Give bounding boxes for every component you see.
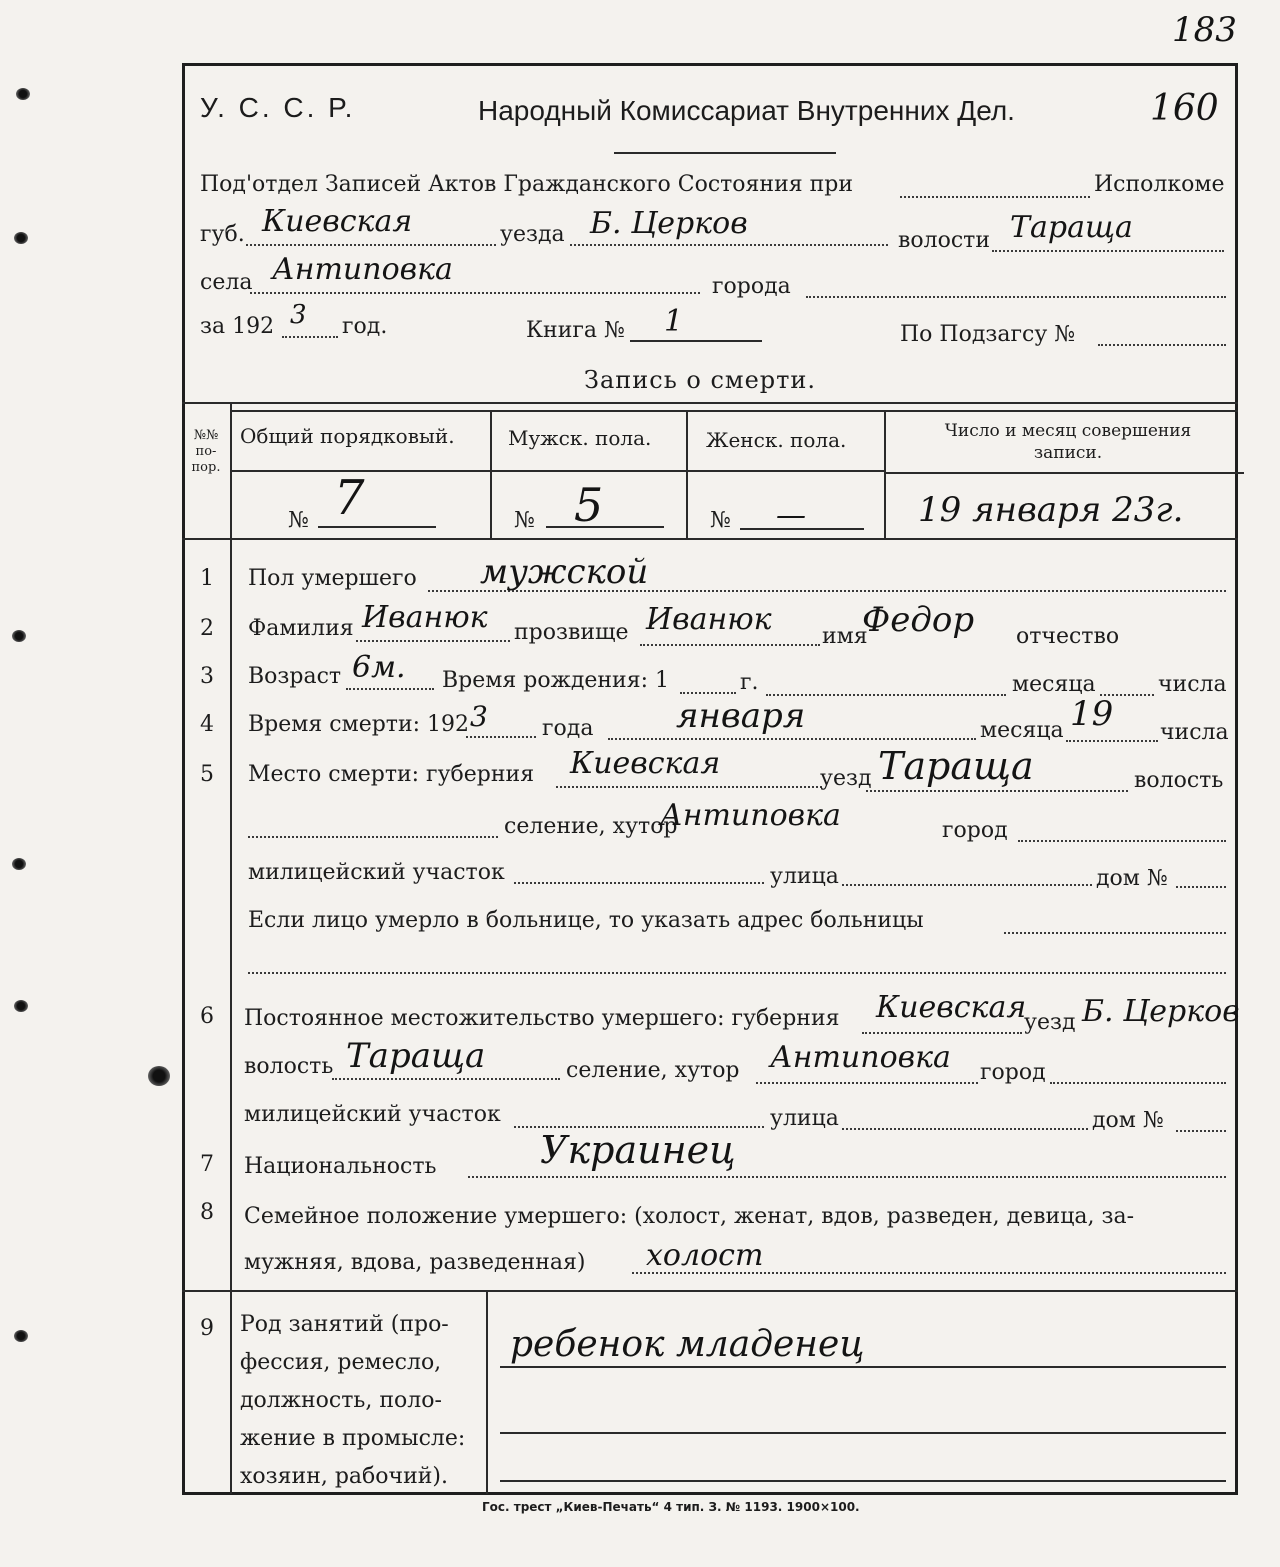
- col-date: Число и месяц совершения записи.: [944, 421, 1192, 463]
- col-female: Женск. пола.: [706, 428, 847, 452]
- death-militia-label: милицейский участок: [248, 860, 505, 885]
- name-value: Федор: [862, 600, 975, 640]
- death-year-suffix: года: [542, 716, 594, 741]
- occupation-label-line: жение в промысле:: [240, 1426, 466, 1451]
- header-rule: [614, 152, 836, 154]
- ministry-title: Народный Комиссариат Внутренних Дел.: [478, 95, 1015, 126]
- sheet-number: 183: [1172, 10, 1237, 50]
- year-value: 3: [290, 300, 307, 330]
- occupation-label-line: хозяин, рабочий).: [240, 1464, 448, 1489]
- birth-year-suffix: г.: [740, 670, 759, 695]
- col-general: Общий порядковый.: [240, 424, 455, 448]
- death-month-label: месяца: [980, 718, 1064, 743]
- residence-gub-value: Киевская: [876, 990, 1027, 1025]
- row-2-number: 2: [200, 616, 214, 641]
- residence-uezd-label: уезд: [1024, 1010, 1076, 1035]
- nationality-label: Национальность: [244, 1154, 437, 1179]
- row-7-number: 7: [200, 1152, 214, 1177]
- year-prefix: за 192: [200, 314, 275, 339]
- birth-day-label: числа: [1158, 672, 1227, 697]
- marital-label-line1: Семейное положение умершего: (холост, женат, вдов, разведен, девица, за-: [244, 1204, 1135, 1229]
- row-5-number: 5: [200, 762, 214, 787]
- gorod-label: города: [712, 274, 791, 299]
- age-label: Возраст: [248, 664, 342, 689]
- residence-house-label: дом №: [1092, 1108, 1164, 1133]
- patronymic-label: отчество: [1016, 624, 1120, 649]
- nickname-value: Иванюк: [646, 602, 772, 637]
- uezd-value: Б. Церков: [590, 206, 748, 241]
- uezd-label: уезда: [500, 222, 565, 247]
- surname-label: Фамилия: [248, 616, 354, 641]
- death-uezd-label: уезд: [820, 766, 872, 791]
- row-3-number: 3: [200, 664, 214, 689]
- residence-volost-value: Тараща: [346, 1036, 486, 1076]
- col-row-number: №№ по-пор.: [191, 428, 221, 475]
- marital-label-line2: мужняя, вдова, разведенная): [244, 1250, 586, 1275]
- female-no-label: №: [710, 508, 731, 533]
- occupation-value: ребенок младенец: [510, 1324, 865, 1365]
- death-house-label: дом №: [1096, 866, 1168, 891]
- name-label: имя: [822, 624, 868, 649]
- gub-value: Киевская: [262, 204, 413, 239]
- residence-uezd-value: Б. Церков: [1082, 994, 1240, 1029]
- residence-selo-value: Антиповка: [770, 1040, 951, 1075]
- volost-value: Тараща: [1010, 210, 1133, 245]
- book-value: 1: [664, 304, 684, 339]
- row-number-divider: [230, 538, 232, 1290]
- binder-hole: [14, 1000, 28, 1012]
- row-9-top-rule: [182, 1290, 1238, 1292]
- birth-label: Время рождения: 1: [442, 668, 669, 693]
- death-place-label: Место смерти: губерния: [248, 762, 535, 787]
- hospital-label: Если лицо умерло в больнице, то указать адрес больницы: [248, 908, 924, 933]
- binder-hole: [12, 858, 26, 870]
- binder-hole: [14, 1330, 28, 1342]
- death-time-label: Время смерти: 192: [248, 712, 470, 737]
- death-year-value: 3: [470, 700, 488, 733]
- table-top-rule: [182, 402, 1238, 404]
- male-no-label: №: [514, 508, 535, 533]
- residence-selo-label: селение, хутор: [566, 1058, 740, 1083]
- row-6-number: 6: [200, 1004, 214, 1029]
- age-value: 6м.: [352, 650, 406, 685]
- record-title: Запись о смерти.: [584, 366, 817, 394]
- general-no-value: 7: [334, 470, 365, 526]
- occupation-label-line: фессия, ремесло,: [240, 1350, 442, 1375]
- subdept-label: Под'отдел Записей Актов Гражданского Состояния при: [200, 172, 854, 197]
- death-volost-label: волость: [1134, 768, 1224, 793]
- residence-gorod-label: город: [980, 1060, 1046, 1085]
- death-month-value: января: [676, 696, 806, 736]
- book-label: Книга №: [526, 318, 625, 343]
- binder-hole: [14, 232, 28, 244]
- female-no-value: —: [776, 498, 806, 533]
- death-street-label: улица: [770, 864, 839, 889]
- death-day-value: 19: [1070, 694, 1114, 734]
- death-uezd-value: Тараща: [878, 744, 1034, 788]
- residence-volost-label: волость: [244, 1054, 334, 1079]
- male-no-value: 5: [574, 478, 604, 532]
- death-selo-label: селение, хутор: [504, 814, 678, 839]
- birth-month-label: месяца: [1012, 672, 1096, 697]
- nationality-value: Украинец: [540, 1128, 736, 1172]
- republic-label: У. С. С. Р.: [200, 92, 356, 123]
- surname-value: Иванюк: [362, 600, 488, 635]
- executive-committee-label: Исполкоме: [1094, 172, 1225, 197]
- row-4-number: 4: [200, 712, 214, 737]
- residence-militia-label: милицейский участок: [244, 1102, 501, 1127]
- binder-hole: [16, 88, 30, 100]
- print-footer: Гос. трест „Киев-Печать“ 4 тип. З. № 1193. 1900×100.: [482, 1500, 860, 1514]
- col-male: Мужск. пола.: [508, 426, 652, 450]
- death-gorod-label: город: [942, 818, 1008, 843]
- row-9-number: 9: [200, 1316, 214, 1341]
- year-suffix: год.: [342, 314, 388, 339]
- marital-value: холост: [646, 1238, 764, 1273]
- podzags-label: По Подзагсу №: [900, 322, 1076, 347]
- death-gub-value: Киевская: [570, 746, 721, 781]
- general-no-label: №: [288, 508, 309, 533]
- occupation-label-line: Род занятий (про-: [240, 1312, 449, 1337]
- occupation-label-line: должность, поло-: [240, 1388, 442, 1413]
- sex-value: мужской: [480, 552, 649, 592]
- gub-label: губ.: [200, 222, 245, 247]
- sex-label: Пол умершего: [248, 566, 417, 591]
- selo-value: Антиповка: [272, 252, 453, 287]
- record-date-value: 19 января 23г.: [918, 490, 1184, 530]
- nickname-label: прозвище: [514, 620, 629, 645]
- selo-label: села: [200, 270, 253, 295]
- binder-hole: [12, 630, 26, 642]
- residence-label: Постоянное местожительство умершего: губерния: [244, 1006, 840, 1031]
- table-bottom-rule: [182, 538, 1238, 540]
- residence-street-label: улица: [770, 1106, 839, 1131]
- ministry-number: 160: [1150, 88, 1219, 129]
- binder-hole: [148, 1066, 170, 1086]
- volost-label: волости: [898, 228, 991, 253]
- occupation-label: [240, 1306, 472, 1496]
- death-day-label: числа: [1160, 720, 1229, 745]
- row-1-number: 1: [200, 566, 214, 591]
- death-selo-value: Антиповка: [660, 798, 841, 833]
- row-8-number: 8: [200, 1200, 214, 1225]
